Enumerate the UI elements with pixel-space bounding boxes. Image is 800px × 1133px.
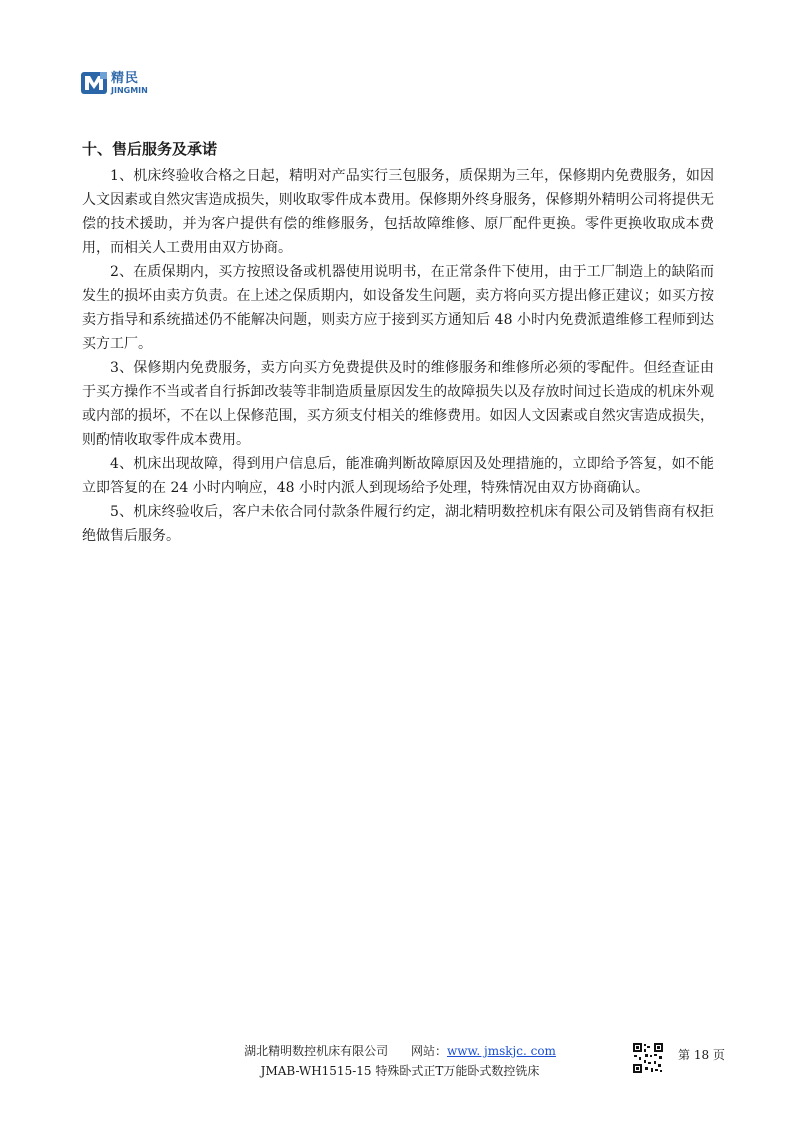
paragraph: 1、机床终验收合格之日起，精明对产品实行三包服务，质保期为三年，保修期内免费服务，如因人文因素或自然灾害造成损失，则收取零件成本费用。保修期外终身服务，保修期外精明公司将提供无偿的技术援助，并为客户提供有偿的维修服务，包括故障维修、原厂配件更换。零件更换收取成本费用，而相关人工费用由双方协商。 [82, 168, 714, 256]
jingmin-logo-icon [80, 69, 108, 97]
logo-chinese-name: 精民 [111, 70, 140, 86]
footer-site-label: 网站： [410, 1044, 447, 1058]
logo-english-name: JINGMIN [111, 85, 148, 95]
paragraph: 3、保修期内免费服务，卖方向买方免费提供及时的维修服务和维修所必须的零配件。但经查证由于买方操作不当或者自行拆卸改装等非制造质量原因发生的故障损失以及存放时间过长造成的机床外观或内部的损坏，不在以上保修范围，买方须支付相关的维修费用。如因人文因素或自然灾害造成损失，则酌情收取零件成本费用。 [82, 360, 714, 448]
qr-code-icon [632, 1042, 664, 1074]
company-logo [80, 66, 200, 100]
footer-model-line: JMAB-WH1515-15 特殊卧式正T万能卧式数控铣床 [260, 1064, 540, 1078]
section-body [82, 164, 714, 548]
paragraph: 4、机床出现故障，得到用户信息后，能准确判断故障原因及处理措施的，立即给予答复，如不能立即答复的在 24 小时内响应，48 小时内派人到现场给予处理，特殊情况由双方协商确认。 [82, 456, 714, 496]
section-heading: 十、售后服务及承诺 [82, 140, 218, 158]
paragraph: 2、在质保期内，买方按照设备或机器使用说明书，在正常条件下使用，由于工厂制造上的缺陷而发生的损坏由卖方负责。在上述之保质期内，如设备发生问题，卖方将向买方提出修正建议；如买方按卖方指导和系统描述仍不能解决问题，则卖方应于接到买方通知后 48 小时内免费派遣维修工程师到达买方工厂。 [82, 264, 714, 352]
footer-company-name: 湖北精明数控机床有限公司 [244, 1044, 389, 1058]
footer-website-link[interactable]: www. jmskjc. com [446, 1044, 556, 1058]
paragraph: 5、机床终验收后，客户未依合同付款条件履行约定，湖北精明数控机床有限公司及销售商有权拒绝做售后服务。 [82, 504, 714, 544]
page-number: 第 18 页 [678, 1048, 725, 1062]
